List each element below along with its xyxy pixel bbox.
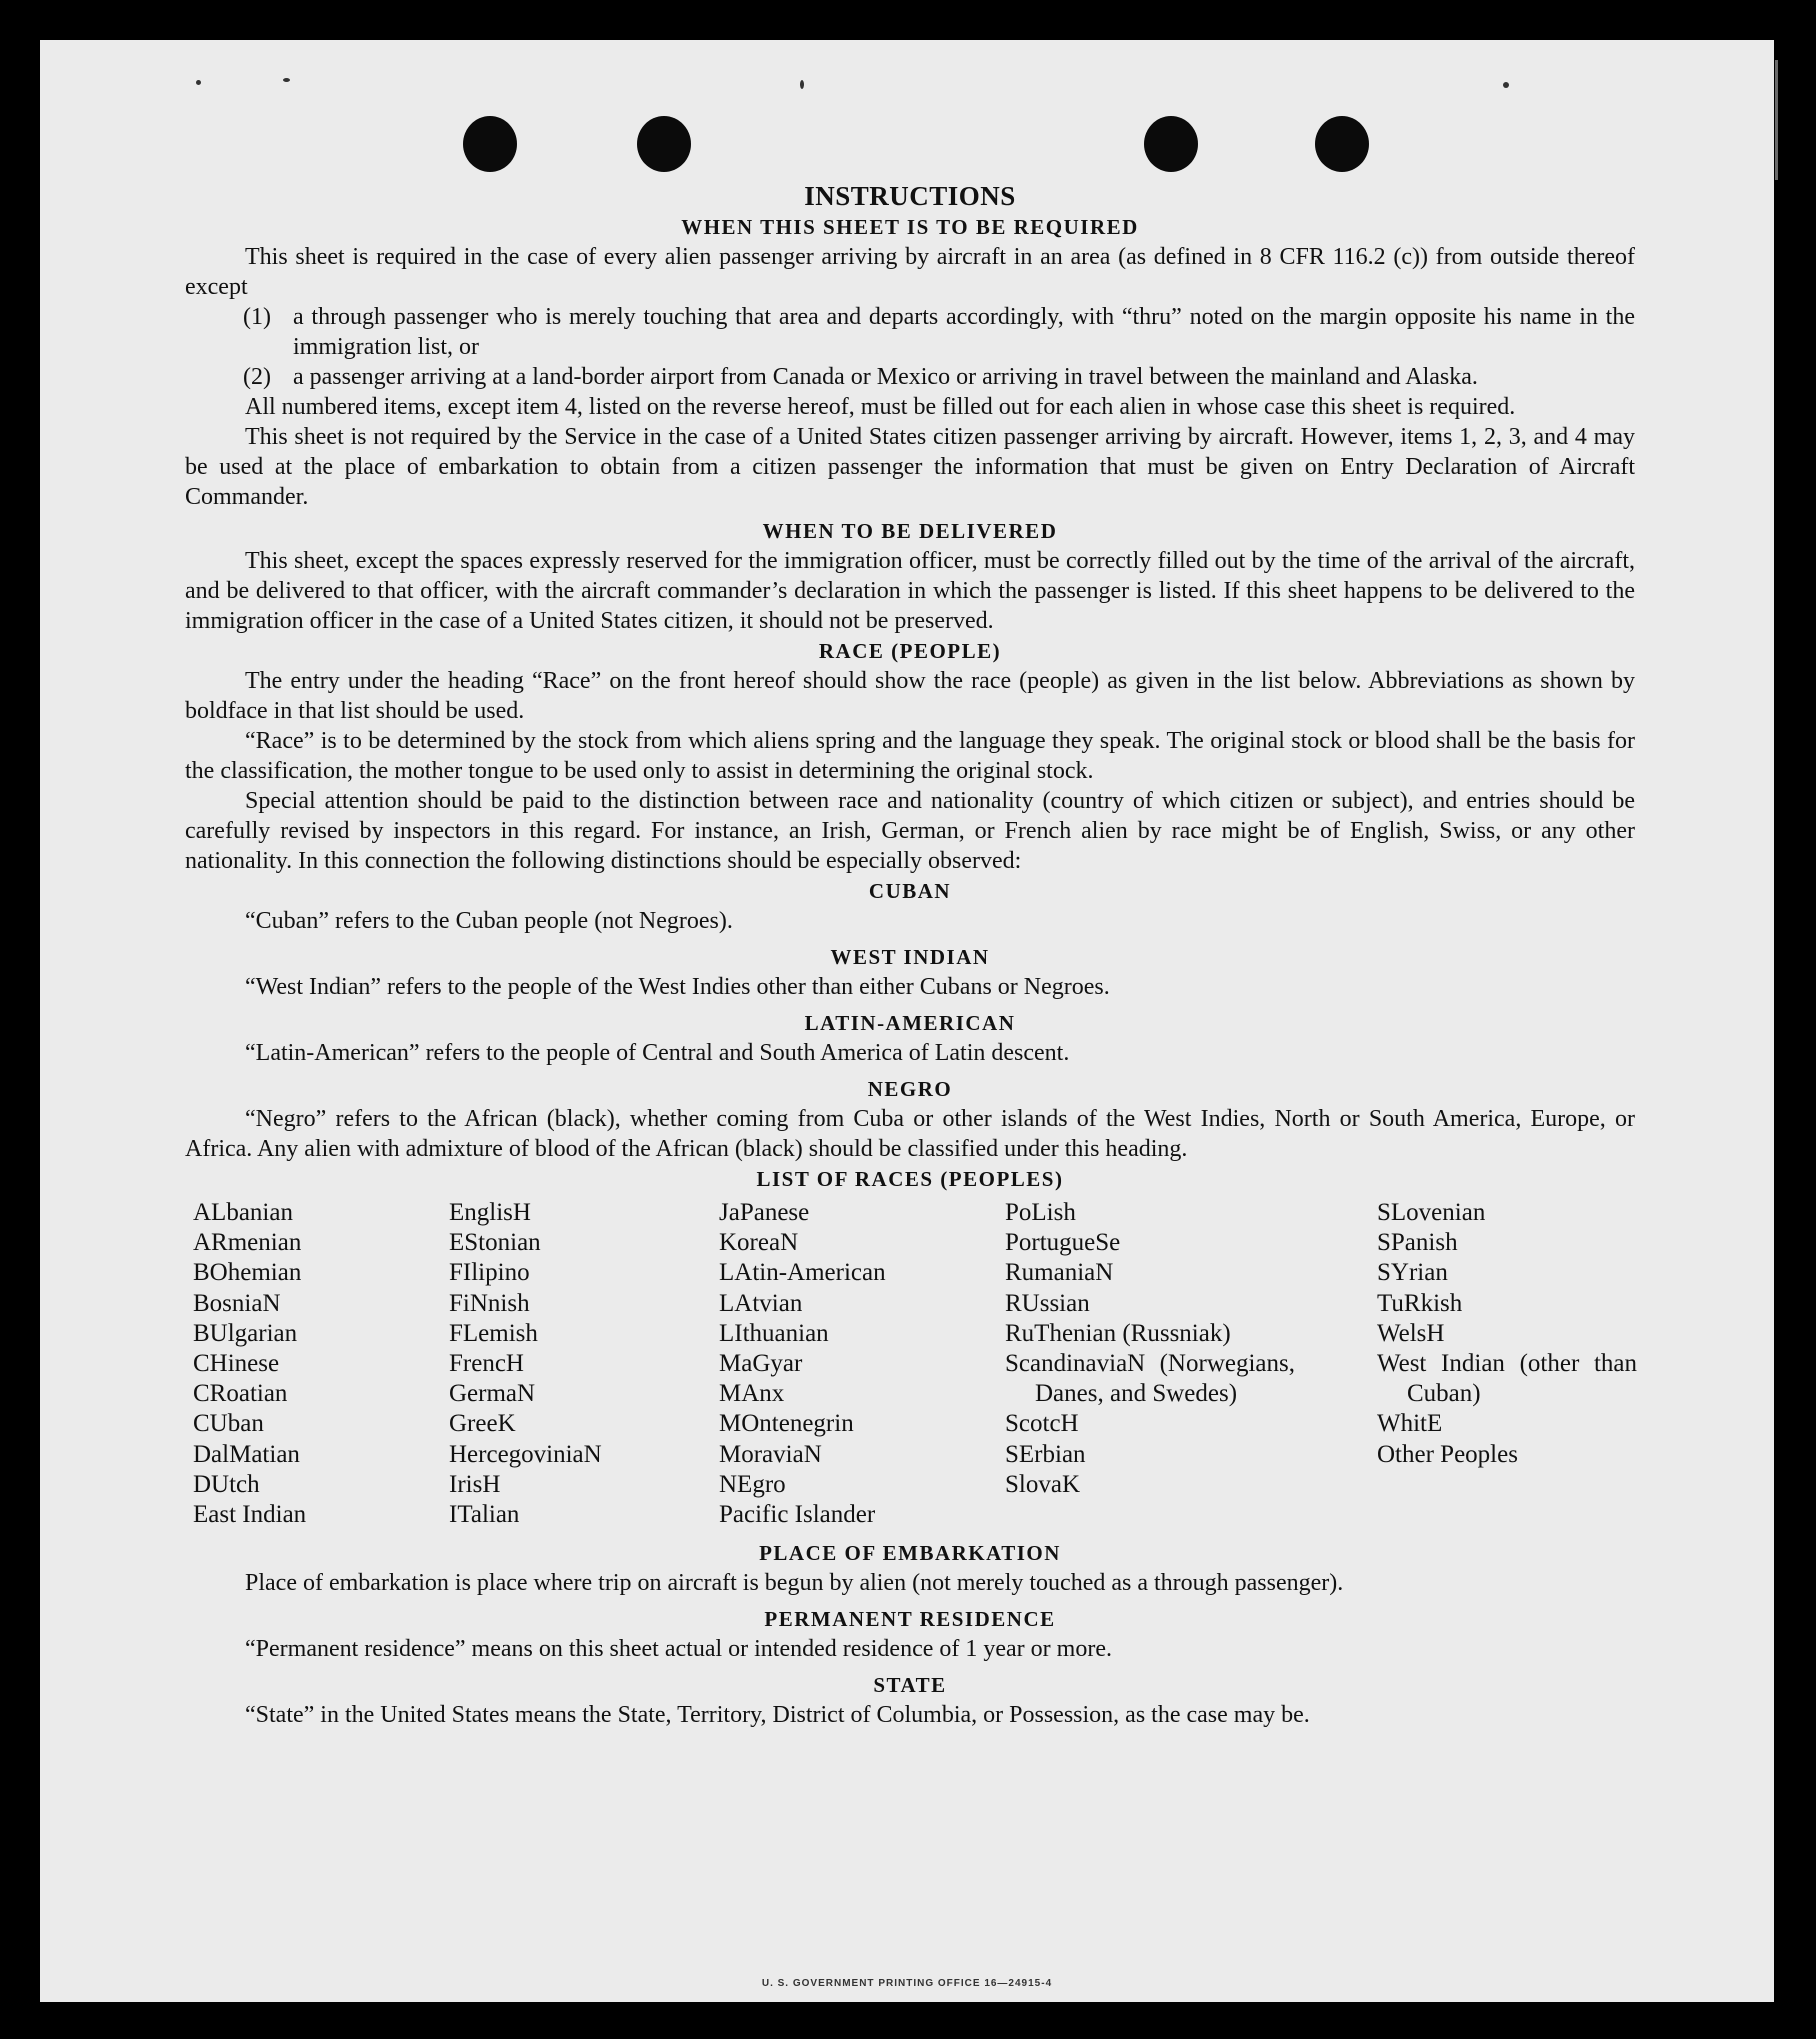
required-para-3: This sheet is not required by the Service in the case of a United States citizen passenger arriving by aircraft. However, items 1, 2, 3, and 4 may be used at the place of embarkation to obtain from a citizen passenger the information that must be given on Entry Declaration of Aircraft Commander. (185, 424, 1635, 510)
races-column (193, 1198, 449, 1530)
race-entry: West Indian (other than Cuban) (1377, 1350, 1637, 1408)
required-intro: This sheet is required in the case of every alien passenger arriving by aircraft in an area (as defined in 8 CFR 116.2 (c)) from outside thereof except (185, 244, 1635, 300)
punch-hole (463, 116, 517, 172)
speck (800, 80, 804, 89)
item-number: (1) (243, 304, 271, 330)
races-column (1005, 1198, 1295, 1530)
race-entry: CRoatian (193, 1380, 288, 1408)
race-entry: FIlipino (449, 1259, 530, 1287)
races-column (719, 1198, 1005, 1530)
race-entry: Pacific Islander (719, 1501, 876, 1529)
race-entry: BOhemian (193, 1259, 302, 1287)
race-entry: SYrian (1377, 1259, 1448, 1287)
heading-state: STATE (873, 1673, 947, 1698)
race-entry: MoraviaN (719, 1440, 822, 1468)
page-title: INSTRUCTIONS (804, 181, 1016, 211)
races-list (193, 1198, 1635, 1530)
race-entry: ARmenian (193, 1229, 302, 1257)
item-number: (2) (243, 364, 271, 390)
heading-latin-american: LATIN-AMERICAN (804, 1011, 1016, 1035)
race-entry: BUlgarian (193, 1319, 298, 1347)
race-entry: WelsH (1377, 1319, 1445, 1347)
document-sheet (40, 40, 1774, 2002)
latin-american-para: “Latin-American” refers to the people of Central and South America of Latin descent. (245, 1040, 1070, 1066)
punch-hole (637, 116, 691, 172)
race-entry: ScandinaviaN (Norwegians, Danes, and Swedes) (1005, 1350, 1295, 1408)
race-para-1: The entry under the heading “Race” on the front hereof should show the race (people) as given in the list below. Abbreviations as shown by boldface in that list should be used. (185, 668, 1635, 724)
race-entry: WhitE (1377, 1410, 1443, 1438)
race-entry: EStonian (449, 1229, 541, 1257)
heading-race: RACE (PEOPLE) (818, 639, 1002, 663)
race-para-3: Special attention should be paid to the distinction between race and nationality (country of which citizen or subject), and entries should be carefully revised by inspectors in this regard. For instance, an Irish, German, or French alien by race might be of English, Swiss, or any other nationality. In this connection the following distinctions should be especially observed: (185, 788, 1635, 874)
race-entry: PoLish (1005, 1199, 1076, 1226)
heading-when-delivered: WHEN TO BE DELIVERED (762, 519, 1058, 543)
race-entry: SErbian (1005, 1440, 1086, 1468)
race-entry: ALbanian (193, 1199, 293, 1226)
race-entry: PortugueSe (1005, 1229, 1121, 1257)
race-entry: RuThenian (Russniak) (1005, 1319, 1231, 1347)
west-indian-para: “West Indian” refers to the people of the West Indies other than either Cubans or Negroes. (245, 974, 1110, 1000)
heading-permanent-residence: PERMANENT RESIDENCE (764, 1607, 1056, 1632)
race-entry: RumaniaN (1005, 1259, 1114, 1287)
race-entry: SLovenian (1377, 1199, 1486, 1226)
race-entry: FrencH (449, 1350, 524, 1378)
race-entry: KoreaN (719, 1229, 799, 1257)
race-entry: FLemish (449, 1319, 538, 1347)
heading-place-of-embarkation: PLACE OF EMBARKATION (759, 1541, 1061, 1566)
heading-when-required: WHEN THIS SHEET IS TO BE REQUIRED (681, 215, 1139, 239)
required-para-2: All numbered items, except item 4, listed on the reverse hereof, must be filled out for each alien in whose case this sheet is required. (245, 394, 1516, 420)
race-entry: Other Peoples (1377, 1440, 1518, 1468)
race-entry: LIthuanian (719, 1319, 829, 1347)
race-entry: ITalian (449, 1501, 520, 1529)
race-entry: LAtvian (719, 1289, 803, 1317)
race-entry: EnglisH (449, 1199, 531, 1226)
punch-hole (1144, 116, 1198, 172)
race-entry: HercegoviniaN (449, 1440, 602, 1468)
instructions-page (185, 180, 1635, 1730)
speck (283, 78, 290, 82)
punch-hole (1315, 116, 1369, 172)
delivered-para: This sheet, except the spaces expressly reserved for the immigration officer, must be correctly filled out by the time of the arrival of the aircraft, and be delivered to that officer, with the aircraft commander’s declaration in which the passenger is listed. If this sheet happens to be delivered to the immigration officer in the case of a United States citizen, it should not be preserved. (185, 548, 1635, 634)
race-entry: IrisH (449, 1470, 501, 1498)
race-para-2: “Race” is to be determined by the stock from which aliens spring and the language they speak. The original stock or blood shall be the basis for the classification, the mother tongue to be used only to assist in determining the original stock. (185, 728, 1635, 784)
race-entry: MOntenegrin (719, 1410, 854, 1438)
race-entry: MAnx (719, 1380, 785, 1408)
negro-para: “Negro” refers to the African (black), whether coming from Cuba or other islands of the West Indies, North or South America, Europe, or Africa. Any alien with admixture of blood of the African (black) should be classified under this heading. (185, 1106, 1635, 1162)
race-entry: MaGyar (719, 1350, 803, 1378)
race-entry: RUssian (1005, 1289, 1090, 1317)
cuban-para: “Cuban” refers to the Cuban people (not Negroes). (245, 908, 733, 934)
race-entry: CUban (193, 1410, 264, 1438)
speck (1503, 82, 1509, 88)
exception-item (185, 302, 1635, 362)
race-entry: LAtin-American (719, 1259, 886, 1287)
race-entry: GreeK (449, 1410, 516, 1438)
heading-cuban: CUBAN (868, 879, 952, 903)
residence-para: “Permanent residence” means on this sheet actual or intended residence of 1 year or more. (245, 1636, 1112, 1663)
scan-edge-line (1775, 60, 1778, 180)
printer-imprint: U. S. GOVERNMENT PRINTING OFFICE 16—24915-4 (761, 1978, 1053, 1989)
race-entry: TuRkish (1377, 1289, 1463, 1317)
heading-west-indian: WEST INDIAN (830, 945, 990, 969)
race-entry: CHinese (193, 1350, 280, 1378)
embarkation-para: Place of embarkation is place where trip on aircraft is begun by alien (not merely touched as a through passenger). (245, 1570, 1344, 1597)
race-entry: DalMatian (193, 1440, 300, 1468)
race-entry: SPanish (1377, 1229, 1458, 1257)
race-entry: ScotcH (1005, 1410, 1079, 1438)
exception-item (185, 362, 1635, 392)
races-column (449, 1198, 719, 1530)
speck (196, 80, 201, 85)
race-entry: FiNnish (449, 1289, 530, 1317)
race-entry: JaPanese (719, 1199, 810, 1226)
item-text: a passenger arriving at a land-border airport from Canada or Mexico or arriving in travel between the mainland and Alaska. (293, 364, 1478, 390)
state-para: “State” in the United States means the State, Territory, District of Columbia, or Possession, as the case may be. (245, 1702, 1310, 1729)
heading-negro: NEGRO (867, 1077, 953, 1101)
item-text: a through passenger who is merely touching that area and departs accordingly, with “thru” noted on the margin opposite his name in the immigration list, or (293, 304, 1635, 360)
race-entry: GermaN (449, 1380, 536, 1408)
race-entry: DUtch (193, 1470, 260, 1498)
race-entry: SlovaK (1005, 1470, 1080, 1498)
race-entry: East Indian (193, 1501, 307, 1529)
heading-list-of-races: LIST OF RACES (PEOPLES) (756, 1167, 1064, 1191)
race-entry: NEgro (719, 1470, 786, 1498)
race-entry: BosniaN (193, 1289, 281, 1317)
races-column (1377, 1198, 1637, 1530)
